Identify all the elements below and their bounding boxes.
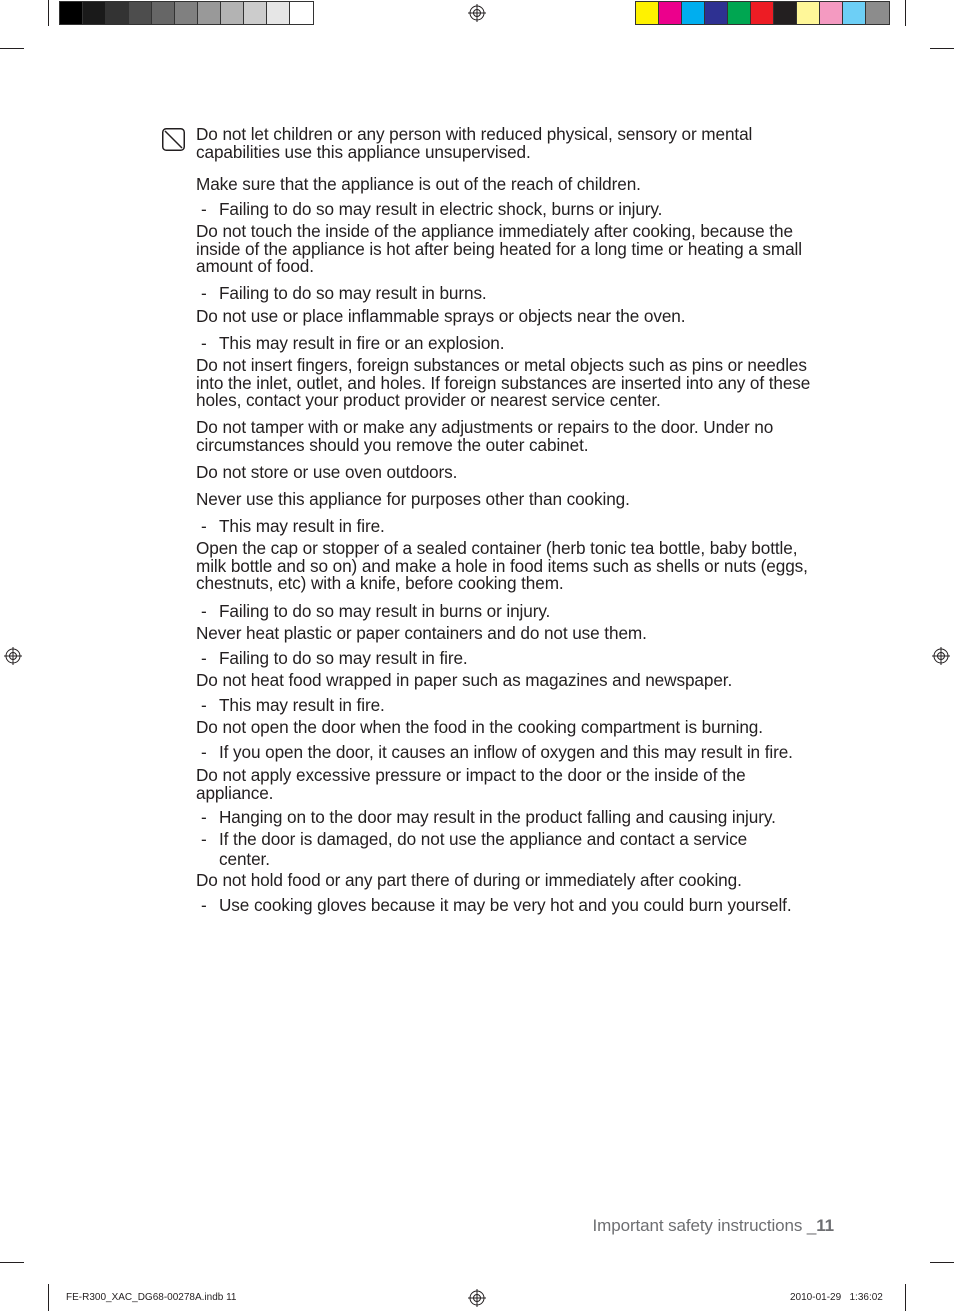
color-swatch (797, 2, 820, 24)
color-swatch (843, 2, 866, 24)
instruction: Never heat plastic or paper containers and do not use them. (196, 623, 647, 643)
crop-mark (0, 1262, 24, 1263)
color-swatch (198, 2, 221, 24)
consequence: - Failing to do so may result in fire. (196, 650, 468, 668)
instruction: Do not insert fingers, foreign substances or metal objects such as pins or needles into the inlet, outlet, and holes. If foreign substances are inserted into any of these holes, contact your product provider or nearest service center. (196, 355, 811, 410)
crop-mark (48, 1284, 49, 1311)
instruction: Open the cap or stopper of a sealed container (herb tonic tea bottle, baby bottle, milk bottle and so on) and make a hole in food items such as shells or nuts (eggs, chestnuts, etc) with a knife, before cooking them. (196, 538, 808, 593)
consequence: - This may result in fire. (196, 697, 385, 715)
color-swatch (751, 2, 774, 24)
color-swatch (106, 2, 129, 24)
instruction: Make sure that the appliance is out of the reach of children. (196, 174, 641, 194)
page-footer (593, 1216, 834, 1236)
grayscale-color-bar (59, 1, 314, 25)
consequence: - Failing to do so may result in burns. (196, 285, 487, 303)
instruction: Do not store or use oven outdoors. (196, 462, 458, 482)
crop-mark (0, 48, 24, 49)
consequence: - If you open the door, it causes an inflow of oxygen and this may result in fire. (196, 744, 793, 762)
consequence: - Failing to do so may result in electric shock, burns or injury. (196, 201, 662, 219)
registration-mark-icon (932, 647, 950, 665)
color-swatch (152, 2, 175, 24)
color-swatch (866, 2, 889, 24)
consequence: - Use cooking gloves because it may be very hot and you could burn yourself. (196, 897, 792, 915)
crop-mark (930, 1262, 954, 1263)
color-swatch (705, 2, 728, 24)
color-swatch (290, 2, 313, 24)
instruction: Do not use or place inflammable sprays or objects near the oven. (196, 306, 686, 326)
color-swatch (175, 2, 198, 24)
consequence: - This may result in fire. (196, 518, 385, 536)
registration-mark-icon (468, 1289, 486, 1307)
instruction: Do not heat food wrapped in paper such as magazines and newspaper. (196, 670, 733, 690)
registration-mark-icon (4, 647, 22, 665)
file-slug: FE-R300_XAC_DG68-00278A.indb 11 (66, 1292, 237, 1303)
consequence: - If the door is damaged, do not use the appliance and contact a service center. (196, 829, 799, 869)
color-swatch (774, 2, 797, 24)
registration-mark-icon (468, 4, 486, 22)
color-swatch (820, 2, 843, 24)
color-swatch (221, 2, 244, 24)
color-swatch (129, 2, 152, 24)
crop-mark (905, 1284, 906, 1311)
process-color-bar (635, 1, 890, 25)
color-swatch (267, 2, 290, 24)
no-symbol-icon (162, 128, 185, 151)
color-swatch (728, 2, 751, 24)
instruction: Do not tamper with or make any adjustments or repairs to the door. Under no circumstances should you remove the outer cabinet. (196, 417, 774, 455)
instruction: Do not open the door when the food in the cooking compartment is burning. (196, 717, 763, 737)
crop-mark (930, 48, 954, 49)
instruction: Do not hold food or any part there of during or immediately after cooking. (196, 870, 742, 890)
timestamp-slug: 2010-01-29 1:36:02 (790, 1292, 883, 1303)
instruction: Do not let children or any person with reduced physical, sensory or mental capabilities use this appliance unsupervised. (196, 124, 753, 162)
crop-mark (48, 0, 49, 26)
instruction: Never use this appliance for purposes other than cooking. (196, 489, 630, 509)
consequence: - This may result in fire or an explosion. (196, 335, 504, 353)
consequence: - Hanging on to the door may result in the product falling and causing injury. (196, 809, 776, 827)
color-swatch (60, 2, 83, 24)
page-number: 11 (816, 1216, 834, 1235)
color-swatch (244, 2, 267, 24)
color-swatch (682, 2, 705, 24)
color-swatch (636, 2, 659, 24)
instruction: Do not touch the inside of the appliance immediately after cooking, because the inside of the appliance is hot after being heated for a long time or heating a small amount of food. (196, 221, 802, 276)
consequence: - Failing to do so may result in burns or injury. (196, 603, 550, 621)
crop-mark (905, 0, 906, 26)
instruction: Do not apply excessive pressure or impact to the door or the inside of the appliance. (196, 765, 746, 803)
color-swatch (659, 2, 682, 24)
section-title: Important safety instructions _ (592, 1216, 817, 1235)
color-swatch (83, 2, 106, 24)
